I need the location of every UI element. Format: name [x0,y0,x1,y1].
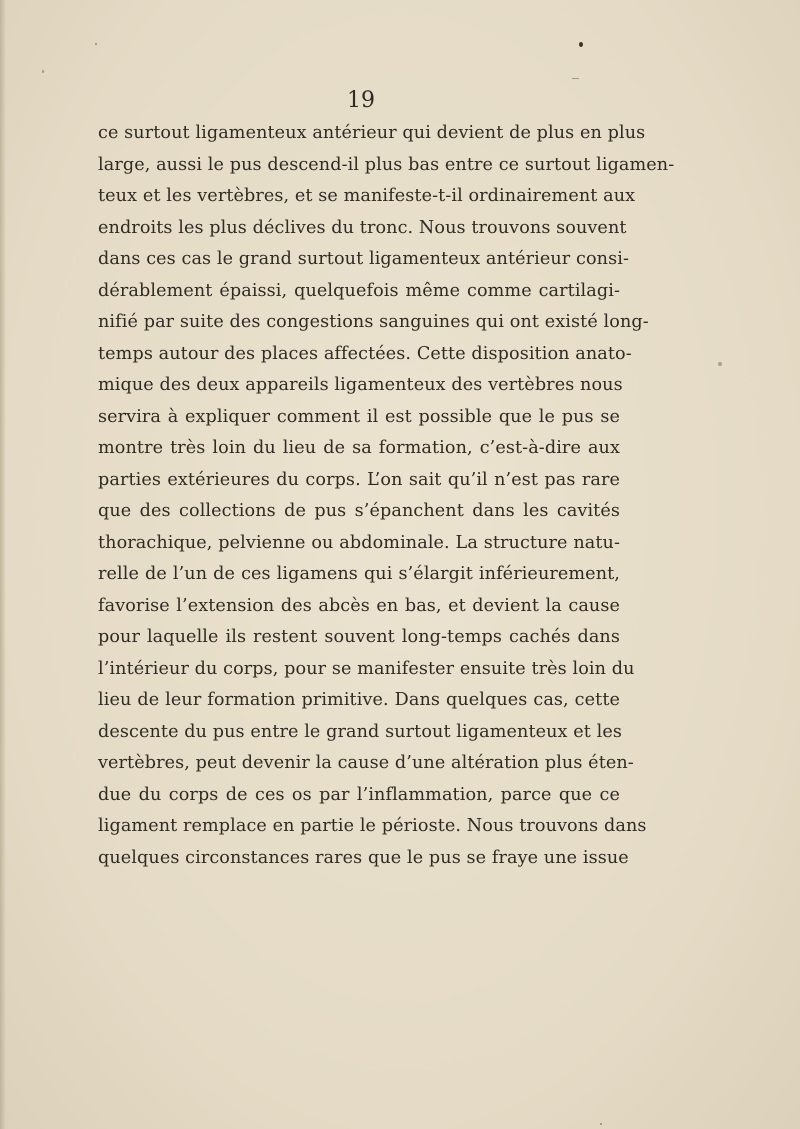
text-line: montre très loin du lieu de sa formation, c’est-à-dire aux [98,438,620,458]
page-binding-edge [0,0,6,1129]
paper-speck [42,70,44,73]
text-line: quelques circonstances rares que le pus se fraye une issue [98,847,629,868]
text-line: nifié par suite des congestions sanguines qui ont existé long- [98,312,649,332]
text-line: mique des deux appareils ligamenteux des vertèbres nous [98,375,623,395]
paper-speck [579,42,583,47]
text-line: favorise l’extension des abcès en bas, et devient la cause [98,595,620,616]
text-line: relle de l’un de ces ligamens qui s’élargit inférieurement, [98,564,620,584]
paper-speck [718,362,722,366]
text-line: parties extérieures du corps. L’on sait qu’il n’est pas rare [98,469,620,490]
text-line: dans ces cas le grand surtout ligamenteux antérieur consi- [98,249,629,269]
text-line: lieu de leur formation primitive. Dans quelques cas, cette [98,690,620,710]
body-text [98,118,675,874]
paper-speck [600,1123,602,1125]
text-line: servira à expliquer comment il est possible que le pus se [98,406,620,427]
text-line: dérablement épaissi, quelquefois même comme cartilagi- [98,280,620,301]
text-line: vertèbres, peut devenir la cause d’une altération plus éten- [98,753,634,773]
paper-speck [572,78,579,79]
text-line: thorachique, pelvienne ou abdominale. La structure natu- [98,532,620,553]
text-line: large, aussi le pus descend-il plus bas entre ce surtout ligamen- [98,154,675,175]
paper-speck [95,43,97,45]
text-line: ce surtout ligamenteux antérieur qui devient de plus en plus [98,123,646,143]
text-line: pour laquelle ils restent souvent long-temps cachés dans [98,627,620,647]
page-number: 19 [347,88,375,113]
text-line: descente du pus entre le grand surtout ligamenteux et les [98,721,623,742]
text-line: l’intérieur du corps, pour se manifester ensuite très loin du [98,658,635,679]
text-line: due du corps de ces os par l’inflammation, parce que ce [98,784,620,805]
text-line: temps autour des places affectées. Cette disposition anato- [98,343,632,364]
text-line: teux et les vertèbres, et se manifeste-t-il ordinairement aux [98,186,636,206]
text-line: endroits les plus déclives du tronc. Nous trouvons souvent [98,217,627,238]
text-line: que des collections de pus s’épanchent dans les cavités [98,501,620,521]
text-line: ligament remplace en partie le périoste. Nous trouvons dans [98,816,647,836]
